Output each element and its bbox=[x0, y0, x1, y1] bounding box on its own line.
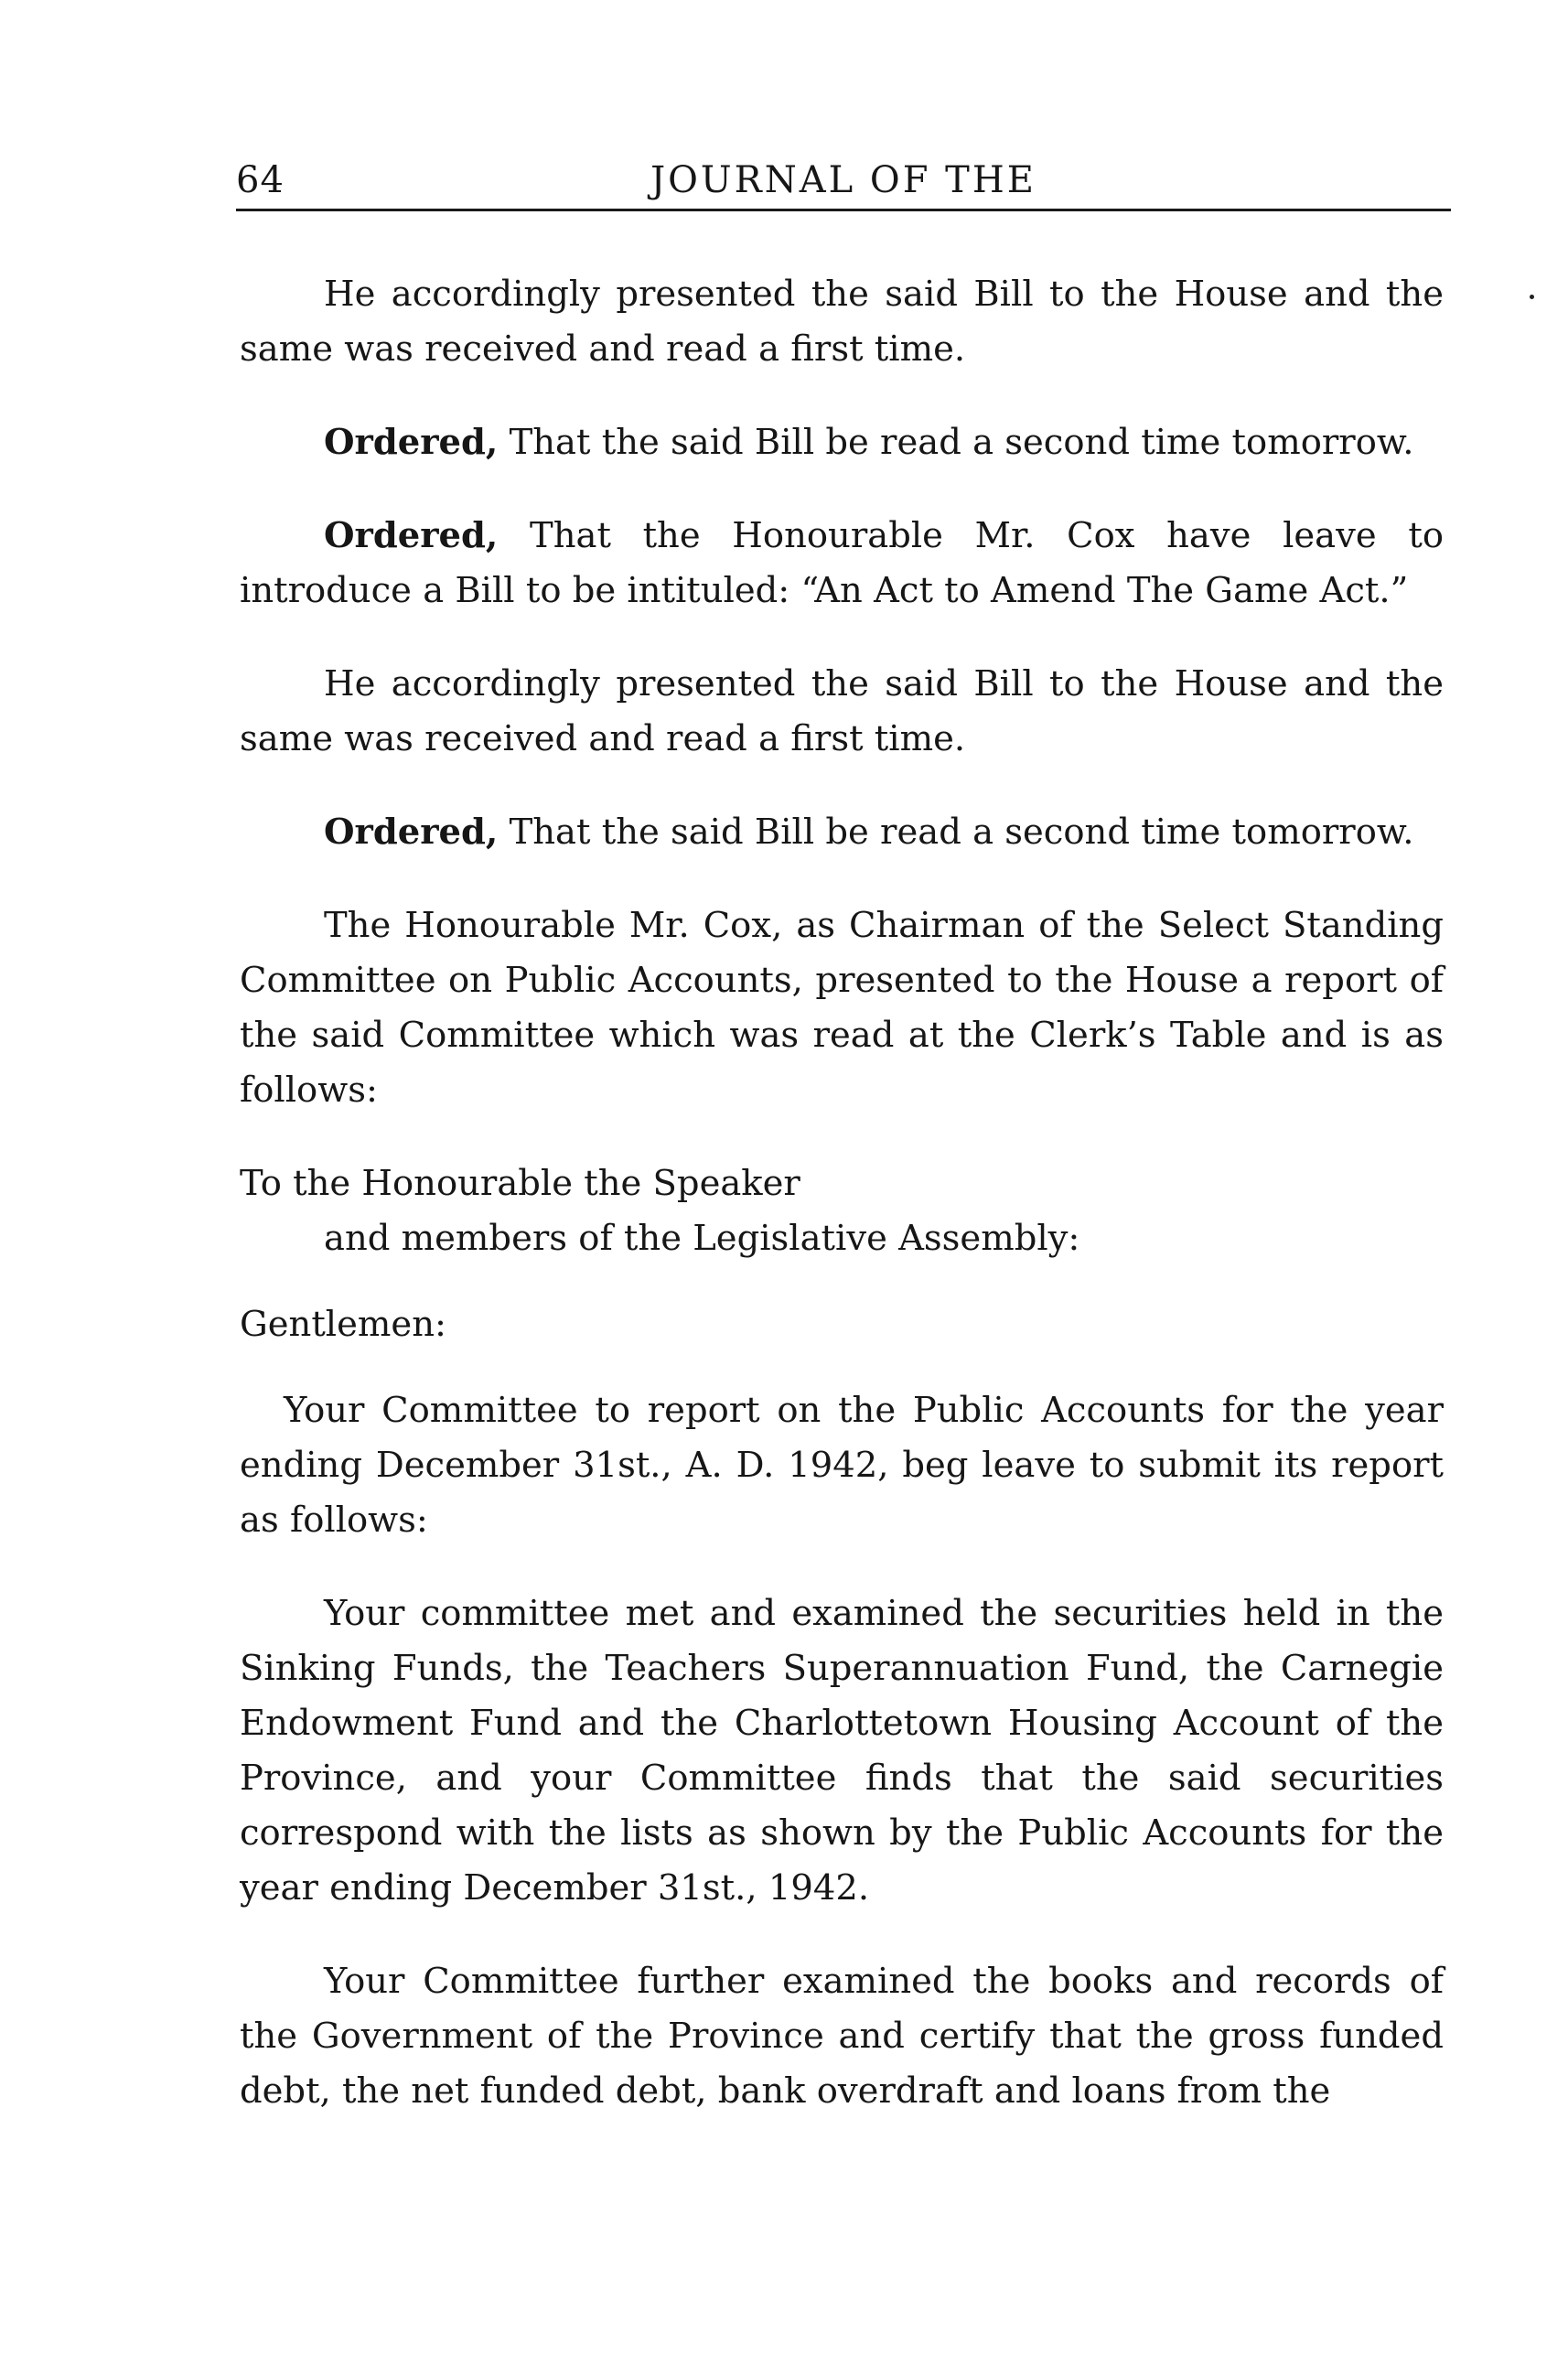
address-line-2: and members of the Legislative Assembly: bbox=[324, 1218, 1080, 1259]
address-line-1: To the Honourable the Speaker bbox=[240, 1163, 800, 1204]
ordered-label: Ordered, bbox=[324, 515, 499, 556]
paragraph-order-second-reading-2: Ordered, That the said Bill be read a second time tomorrow. bbox=[324, 812, 1414, 853]
stray-mark bbox=[1530, 295, 1534, 299]
paragraph-order-leave-introduce: Ordered, That the Honourable Mr. Cox have leave to introduce a Bill to be intituled: “An Act to Amend The Game Act.” bbox=[240, 515, 1444, 611]
paragraph-bill-presented-2: He accordingly presented the said Bill to the House and the same was received and read a first time. bbox=[240, 663, 1444, 759]
header-rule bbox=[236, 209, 1451, 211]
running-head: JOURNAL OF THE bbox=[650, 159, 1036, 201]
report-paragraph-purpose: Your Committee to report on the Public Accounts for the year ending December 31st., A. D. 1942, beg leave to submit its report as follows: bbox=[240, 1390, 1444, 1541]
journal-body bbox=[240, 267, 1444, 2119]
report-paragraph-books: Your Committee further examined the books and records of the Government of the Province and certify that the gross funded debt, the net funded debt, bank overdraft and loans from the bbox=[240, 1961, 1444, 2112]
paragraph-committee-report-intro: The Honourable Mr. Cox, as Chairman of the Select Standing Committee on Public Accounts, presented to the House a report of the said Committee which was read at the Clerk’s Table and is as follows: bbox=[240, 905, 1444, 1111]
salutation: Gentlemen: bbox=[240, 1304, 446, 1345]
page-number: 64 bbox=[236, 159, 285, 201]
report-paragraph-securities: Your committee met and examined the securities held in the Sinking Funds, the Teachers Superannuation Fund, the Carnegie Endowment Fund and the Charlottetown Housing Account of the Province, and your Committee finds that the said securities correspond with the lists as shown by the Public Accounts for the year ending December 31st., 1942. bbox=[240, 1593, 1444, 1909]
ordered-label: Ordered, bbox=[324, 812, 499, 853]
ordered-label: Ordered, bbox=[324, 422, 499, 463]
page-header bbox=[236, 154, 1451, 210]
paragraph-order-second-reading: Ordered, That the said Bill be read a second time tomorrow. bbox=[324, 422, 1414, 463]
paragraph-bill-presented: He accordingly presented the said Bill to the House and the same was received and read a first time. bbox=[240, 274, 1444, 370]
